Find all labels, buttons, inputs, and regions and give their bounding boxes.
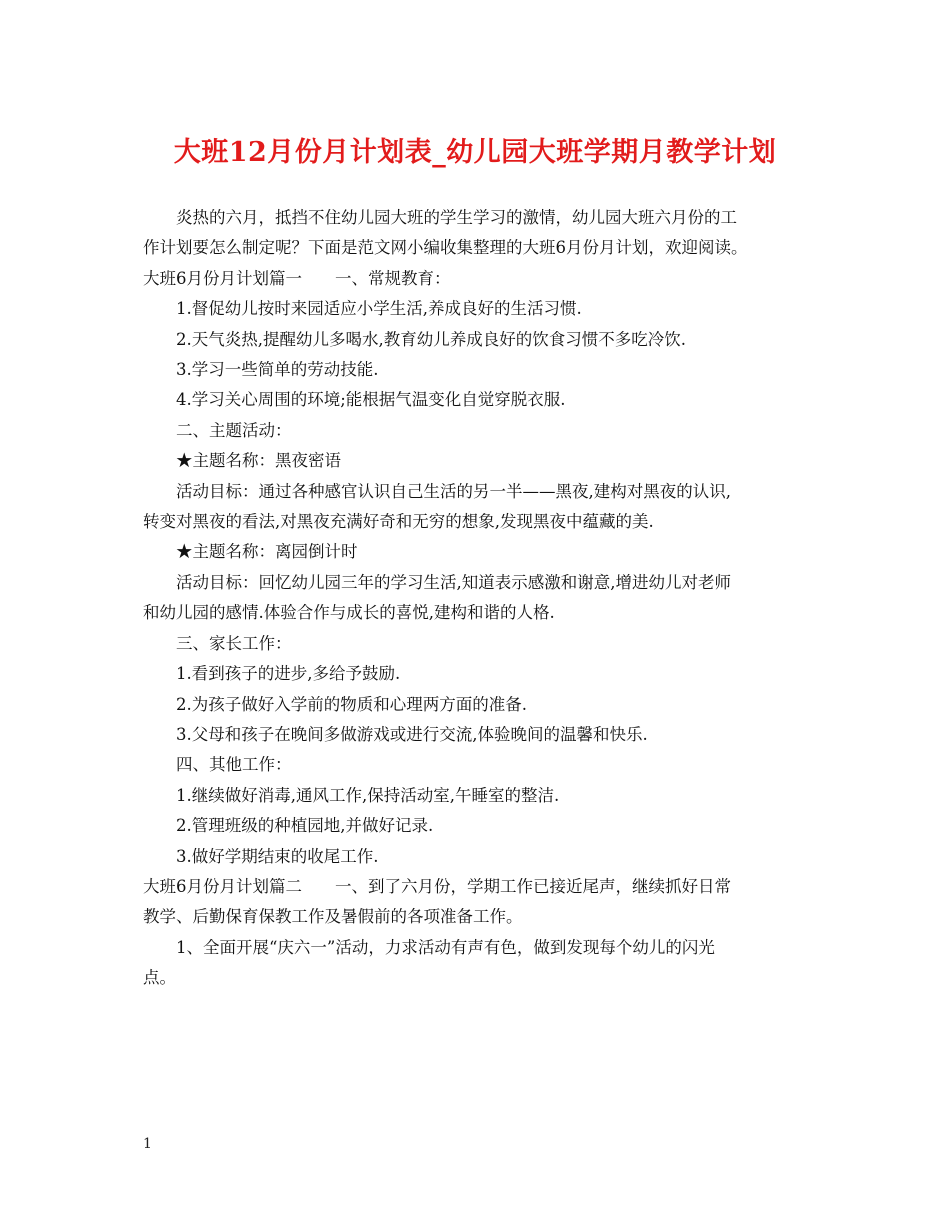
body-line: 1.督促幼儿按时来园适应小学生活,养成良好的生活习惯. bbox=[176, 299, 582, 319]
body-line: 作计划要怎么制定呢？下面是范文网小编收集整理的大班6月份月计划，欢迎阅读。 bbox=[143, 238, 748, 258]
body-line: 1.继续做好消毒,通风工作,保持活动室,午睡室的整洁. bbox=[176, 785, 560, 805]
body-line: 3.学习一些简单的劳动技能. bbox=[176, 360, 379, 380]
body-line: ★主题名称：黑夜密语 bbox=[176, 451, 341, 471]
body-line: 转变对黑夜的看法,对黑夜充满好奇和无穷的想象,发现黑夜中蕴藏的美. bbox=[143, 512, 654, 532]
body-line: 活动目标：通过各种感官认识自己生活的另一半——黑夜,建构对黑夜的认识, bbox=[176, 481, 731, 501]
body-line: 活动目标：回忆幼儿园三年的学习生活,知道表示感激和谢意,增进幼儿对老师 bbox=[176, 572, 731, 592]
body-line: 三、家长工作： bbox=[176, 633, 292, 653]
body-line: 大班6月份月计划篇二 一、到了六月份，学期工作已接近尾声，继续抓好日常 bbox=[143, 876, 731, 896]
body-line: 点。 bbox=[143, 968, 176, 988]
body-line: 二、主题活动： bbox=[176, 420, 292, 440]
document-title: 大班12月份月计划表_幼儿园大班学期月教学计划 bbox=[173, 137, 777, 168]
page-number: 1 bbox=[143, 1136, 152, 1152]
body-line: ★主题名称：离园倒计时 bbox=[176, 542, 358, 562]
body-line: 四、其他工作： bbox=[176, 755, 292, 775]
body-line: 2.天气炎热,提醒幼儿多喝水,教育幼儿养成良好的饮食习惯不多吃冷饮. bbox=[176, 329, 686, 349]
body-line: 和幼儿园的感情.体验合作与成长的喜悦,建构和谐的人格. bbox=[143, 603, 555, 623]
body-line: 炎热的六月，抵挡不住幼儿园大班的学生学习的激情，幼儿园大班六月份的工 bbox=[176, 208, 737, 227]
body-line: 2.管理班级的种植园地,并做好记录. bbox=[176, 816, 434, 836]
body-line: 1.看到孩子的进步,多给予鼓励. bbox=[176, 664, 401, 684]
body-line: 大班6月份月计划篇一 一、常规教育： bbox=[143, 268, 451, 288]
body-line: 3.做好学期结束的收尾工作. bbox=[176, 846, 379, 866]
document-body bbox=[143, 203, 823, 994]
body-line: 4.学习关心周围的环境;能根据气温变化自觉穿脱衣服. bbox=[176, 390, 566, 410]
body-line: 教学、后勤保育保教工作及暑假前的各项准备工作。 bbox=[143, 907, 523, 927]
body-line: 3.父母和孩子在晚间多做游戏或进行交流,体验晚间的温馨和快乐. bbox=[176, 724, 648, 744]
body-line: 1、全面开展“庆六一”活动，力求活动有声有色，做到发现每个幼儿的闪光 bbox=[176, 937, 715, 957]
body-line: 2.为孩子做好入学前的物质和心理两方面的准备. bbox=[176, 694, 527, 714]
